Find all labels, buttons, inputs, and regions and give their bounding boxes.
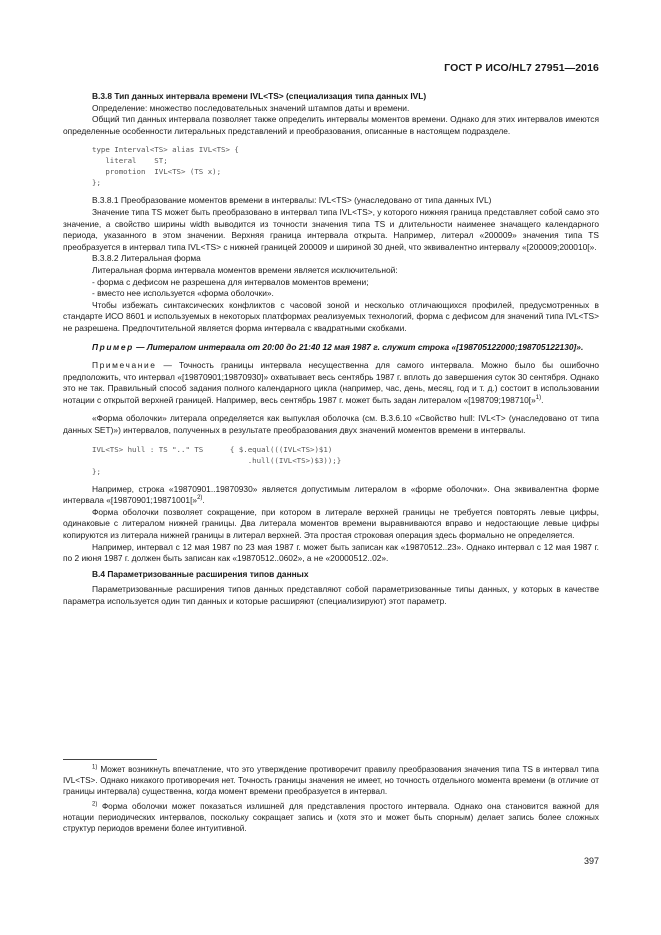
code-line: type Interval<TS> alias IVL<TS> { [92, 145, 239, 155]
note-label: Примечание [92, 360, 157, 371]
example-label: Пример [92, 341, 134, 352]
footnotes [63, 764, 599, 837]
section-b382-heading: В.3.8.2 Литеральная форма [92, 253, 201, 264]
paragraph: Параметризованные расширения типов данных представляют собой параметризованные типы данных, у которых в качестве параметра используется один тип данных и которые расширяют (специализируют) этот параметр. [63, 584, 599, 606]
section-b38-heading: В.3.8 Тип данных интервала времени IVL<TS> (специализация типа данных IVL) [92, 91, 427, 101]
paragraph: «Форма оболочки» литерала определяется как выпуклая оболочка (см. В.3.6.10 «Свойство hull: IVL<T> (унаследовано от типа данных SET)») интервалов, полученных в результате преобразования двух значений моментов времени в интервалы. [63, 413, 599, 436]
footnote: $^{2)}$ Форма оболочки может показаться излишней для представления простого интервала. Однако она становится важной для нотации периодических интервалов, поскольку сокращает запись и (хотя это и может быть спорным) делает запись более сложных структур периодов времени более интуитивной. [63, 800, 599, 834]
definition-text: Определение: множество последовательных значений штампов даты и времени. [92, 102, 410, 113]
footnote-divider [63, 759, 157, 760]
example-paragraph [63, 342, 599, 354]
example-text: — Литералом интервала от 20:00 до 21:40 12 мая 1987 г. служит строка «[198705122000;198705122130]». [133, 341, 584, 352]
paragraph: Например, строка «19870901..19870930» является допустимым литералом в «форме оболочки». Она эквивалентна форме интервала «[19870901;19871001[»$^{2)}$. [63, 483, 599, 506]
paragraph: Например, интервал с 12 мая 1987 по 23 мая 1987 г. может быть записан как «19870512..23». Однако интервал с 12 мая 1987 г. по 2 июня 1987 г. должен быть записан как «19870512..0602», а не «20000512..02». [63, 541, 599, 564]
list-item: - форма с дефисом не разрешена для интервалов моментов времени; [92, 276, 369, 287]
footnote-ref: 1) [535, 395, 542, 402]
section-b4-heading: В.4 Параметризованные расширения типов данных [92, 568, 309, 579]
code-line: IVL<TS> hull : TS ".." TS { $.equal(((IVL<TS>)$1) [92, 444, 333, 454]
standard-header: ГОСТ Р ИСО/HL7 27951—2016 [444, 62, 599, 74]
footnote-ref: 2) [197, 495, 203, 502]
footnote: $^{1)}$ Может возникнуть впечатление, что это утверждение противоречит правилу преобразования значения типа TS в интервал типа IVL<TS>. Однако никакого противоречия нет. Точность границы значения не имеет, но точность отдельного момента времени (в отличие от границы интервала) существенна, когда момент времени преобразуется в интервал. [63, 764, 599, 797]
paragraph: Форма оболочки позволяет сокращение, при котором в литерале верхней границы не требуется повторять левые цифры, одинаковые с литералом нижней границы. Два литерала моментов времени выравниваются вправо и недостающие левые цифры копируются из литерала нижней границы в литерал верхней. Эта простая строковая операция здесь формально не определяется. [63, 506, 599, 541]
section-b381-heading: В.3.8.1 Преобразование моментов времени в интервалы: IVL<TS> (унаследовано от типа данных IVL) [92, 195, 492, 206]
footnote-mark: 1) [92, 764, 98, 771]
note-paragraph: Примечание — Точность границы интервала несущественна для самого интервала. Можно было бы ошибочно предположить, что интервал «[19870901;19870930]» охватывает весь сентябрь 1987 г. вплоть до завершения суток 30 сентября. Однако это не так. Правильный способ задания полного календарного цикла (например, час, день, месяц, год и т. д.) состоит в использовании нотации с открытой верхней границей. Например, весь сентябрь 1987 г. может быть задан литералом «[198709;198710[»$^{1)}$. [63, 360, 599, 405]
code-line: }; [92, 466, 101, 476]
code-line: literal ST; [92, 156, 168, 166]
main-content [63, 91, 599, 608]
code-line: .hull((IVL<TS>)$3));} [92, 455, 342, 465]
code-block-hull [63, 444, 599, 477]
code-line: promotion IVL<TS> (TS x); [92, 167, 222, 177]
footnote-mark: 2) [92, 800, 98, 807]
list-item: - вместо нее используется «форма оболочки». [92, 288, 274, 299]
paragraph: Общий тип данных интервала позволяет также определить интервалы моментов времени. Однако для этих интервалов имеются определенные особенности литеральных представлений и преобразования, описанные в настоящем подразделе. [63, 114, 599, 136]
note-text: — Точность границы интервала несущественна для самого интервала. Можно было бы ошибочно предположить, что интервал «[19870901;19870930]» охватывает весь сентябрь 1987 г. вплоть до завершения суток 30 сентября. Однако это не так. Правильный способ задания полного календарного цикла (например, час, день, месяц, год и т. д.) состоит в использовании нотации с открытой верхней границей. Например, весь сентябрь 1987 г. может быть задан литералом «[198709;198710[» [63, 360, 599, 405]
code-line: }; [92, 178, 101, 188]
page-number: 397 [583, 856, 599, 866]
paragraph: Чтобы избежать синтаксических конфликтов с часовой зоной и несколько отличающихся профилей, предусмотренных в стандарте ИСО 8601 и используемых в некоторых платформах реализуемых технологий, форма с дефисом для значений типа IVL<TS> не разрешена. Предпочтительной является форма интервала с квадратными скобками. [63, 299, 599, 333]
paragraph: Литеральная форма интервала моментов времени является исключительной: [92, 264, 398, 275]
code-block-interval [63, 144, 599, 188]
paragraph: Значение типа TS может быть преобразовано в интервал типа IVL<TS>, у которого нижняя граница представляет собой само это значение, а свойство ширины width выводится из точности значения типа TS и длительности наименее значащего календарного периода, указанного в этом значении. Верхняя граница интервала открыта. Например, литерал «200009» значения типа TS преобразуется в интервал типа IVL<TS> с нижней границей 200009 и шириной 30 дней, что эквивалентно интервалу «[200009;200010[». [63, 206, 599, 252]
